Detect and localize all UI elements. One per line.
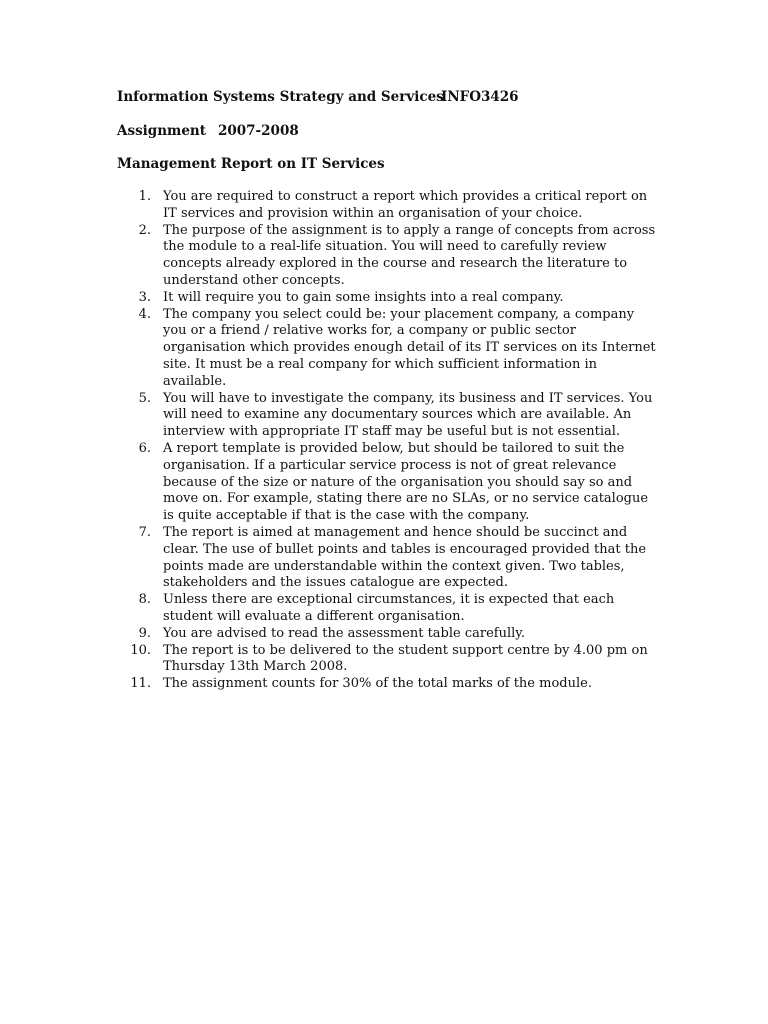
assignment-heading xyxy=(117,122,299,140)
list-item xyxy=(117,290,657,307)
course-title: Information Systems Strategy and Services xyxy=(117,89,444,105)
list-item xyxy=(117,441,657,525)
item-number: 4. xyxy=(138,306,151,322)
list-item xyxy=(117,676,657,693)
list-item xyxy=(117,391,657,441)
item-number: 7. xyxy=(138,524,151,540)
item-number: 11. xyxy=(130,676,151,692)
list-item xyxy=(117,223,657,290)
item-number: 6. xyxy=(138,440,151,456)
item-text: It will require you to gain some insights into a real company. xyxy=(163,289,564,305)
item-number: 10. xyxy=(130,642,151,658)
item-text: You will have to investigate the company, its business and IT services. You will need to examine any documentary sources which are available. An interview with appropriate IT staff may be useful but is not essential. xyxy=(163,390,653,440)
item-text: You are required to construct a report which provides a critical report on IT services and provision within an organisation of your choice. xyxy=(163,189,648,221)
list-item xyxy=(117,307,657,391)
item-number: 8. xyxy=(138,592,151,608)
item-text: The company you select could be: your placement company, a company you or a friend / relative works for, a company or public sector organisation which provides enough detail of its IT services on its Internet site. It must be a real company for which sufficient information in available. xyxy=(163,306,656,389)
item-text: The assignment counts for 30% of the total marks of the module. xyxy=(163,676,592,692)
item-number: 1. xyxy=(138,189,151,204)
item-text: The purpose of the assignment is to apply a range of concepts from across the module to a real-life situation. You will need to carefully review concepts already explored in the course and research the literature to understand other concepts. xyxy=(163,222,656,288)
assignment-year: 2007-2008 xyxy=(217,123,299,139)
item-number: 9. xyxy=(138,625,151,641)
list-item xyxy=(117,189,657,223)
item-number: 3. xyxy=(138,289,151,305)
item-text: The report is aimed at management and hence should be succinct and clear. The use of bullet points and tables is encouraged provided that the points made are understandable within the context given. Two tables, stakeholders and the issues catalogue are expected. xyxy=(163,524,647,591)
course-code: INFO3426 xyxy=(441,89,519,105)
item-text: A report template is provided below, but should be tailored to suit the organisation. If a particular service process is not of great relevance because of the size or nature of the organisation you should say so and move on. For example, stating there are no SLAs, or no service catalogue is quite acceptable if that is the case with the company. xyxy=(163,440,649,524)
item-text: The report is to be delivered to the student support centre by 4.00 pm on Thursday 13th March 2008. xyxy=(163,642,648,675)
list-item xyxy=(117,643,657,677)
instruction-list xyxy=(117,189,657,693)
list-item xyxy=(117,626,657,643)
assignment-label: Assignment xyxy=(117,123,206,139)
list-item xyxy=(117,525,657,592)
item-number: 5. xyxy=(138,390,151,406)
list-item xyxy=(117,592,657,626)
item-text: Unless there are exceptional circumstances, it is expected that each student will evaluate a different organisation. xyxy=(163,592,615,624)
item-text: You are advised to read the assessment table carefully. xyxy=(163,625,526,641)
item-number: 2. xyxy=(138,222,151,238)
report-title: Management Report on IT Services xyxy=(117,156,385,172)
